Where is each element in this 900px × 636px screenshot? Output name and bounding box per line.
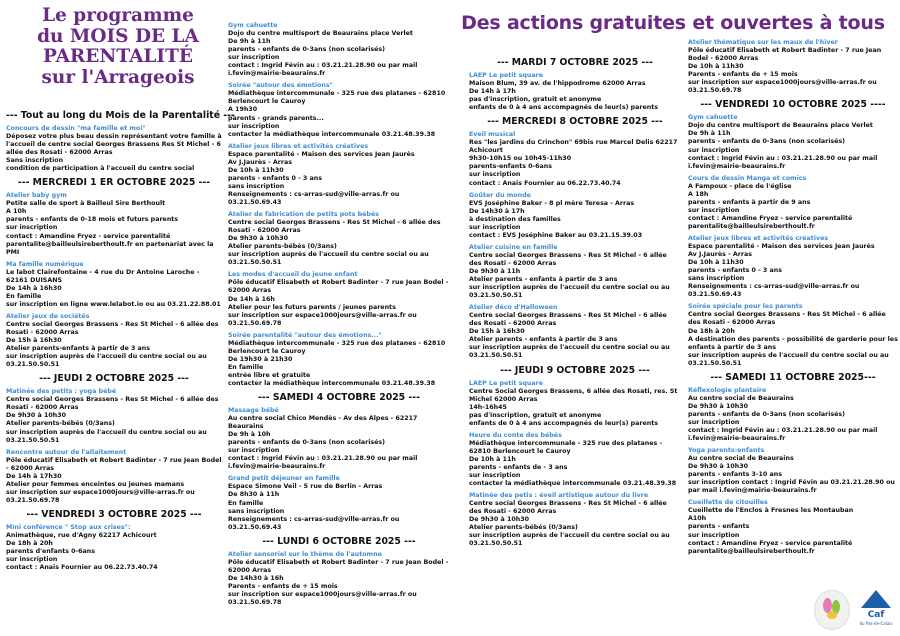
event-detail: De 14h à 16h [228,295,275,303]
event-detail: Déposez votre plus beau dessin représentant votre famille à l'accueil de centre social Georges Brassens Res St Michel - 6 allée des Rosati - 62000 Arras [6,133,222,157]
event-title: Atelier jeux libres et activités créatives [228,142,369,150]
event-detail: contacter la médiathèque intercommunale 03.21.48.39.38 [228,379,436,387]
event-detail: contact : Ingrid Févin au : 03.21.21.28.90 ou par mail i.fevin@mairie-beaurains.fr [228,455,418,471]
event-detail: parents - enfants de 0-3ans (non scolarisés) [228,46,386,54]
event-title: Rencontre autour de l'allaitement [6,448,127,456]
event-block [469,492,681,548]
title-line: sur l'Arrageois [41,66,195,88]
event-detail: A destination des parents - possibilité de garderie pour les enfants à partir de 3 ans [688,335,898,351]
event-detail: Centre social Georges Brassens - Res St Michel - 6 allée des Rosati - 62000 Arras [469,500,667,516]
event-detail: sur inscription [688,206,740,214]
event-detail: De 10h à 11h30 [688,259,744,267]
event-detail: sur inscription sur espace1000jours@ville-arras.fr ou 03.21.50.69.78 [228,311,417,327]
event-detail: sur inscription auprès de l'accueil du centre social ou au 03.21.50.50.51 [469,284,670,300]
event-detail: sur inscription en ligne www.lelabot.io ou au 03.21.22.88.01 [6,300,221,308]
event-block [6,261,222,309]
event-detail: sur inscription [6,556,58,564]
event-block [228,143,450,207]
caf-logo-caption: du Pas-de-Calais [859,621,893,626]
day-header: --- SAMEDI 11 OCTOBRE 2025--- [710,371,876,383]
event-detail: De 9h30 à 10h30 [688,402,748,410]
event-detail: parents - enfants à partir de 9 ans [688,198,811,206]
event-detail: sur inscription [469,223,521,231]
day-header: --- SAMEDI 4 OCTOBRE 2025 --- [258,392,420,404]
event-detail: contacter la médiathèque intercommunale 03.21.48.39.38 [469,480,677,488]
event-detail: EVS Joséphine Baker - 8 pl mère Teresa - Arras [469,199,635,207]
event-title: LAEP Le petit square [469,379,543,387]
event-block [6,449,222,505]
event-detail: sur inscription [228,122,280,130]
event-title: Atelier sensoriel sur le thème de l'automne [228,550,382,558]
event-detail: Atelier parents-bébés (0/3ans) [228,243,337,251]
event-detail: Centre social Georges Brassens - Res St Michel - 6 allée des Rosati - 62000 Arras [688,311,886,327]
event-detail: sur inscription [228,447,280,455]
event-title: Atelier cuisine en famille [469,243,558,251]
event-detail: De 10h à 11h [469,455,516,463]
event-detail: 9h30-10h15 ou 10h45-11h30 [469,155,572,163]
event-detail: Centre social Georges Brassens - Res St Michel - 6 allée des Rosati - 62000 Arras [6,320,219,337]
event-detail: Av J.Jaurès - Arras [688,251,752,259]
event-title: Atelier déco d'Halloween [469,304,558,312]
event-detail: Renseignements : cs-arras-sud@ville-arras.fr ou 03.21.50.69.43 [228,190,400,206]
event-detail: pas d'inscription, gratuit et anonyme [469,411,602,419]
event-title: Concours de dessin "ma famille et moi" [6,125,146,132]
day-header: --- JEUDI 9 OCTOBRE 2025 --- [500,364,650,376]
event-block [469,131,681,187]
event-detail: A10h [688,515,707,523]
event-title: Matinée des petits : yoga bébé [6,388,117,396]
event-block [688,499,898,555]
event-detail: Atelier pour les futurs parents / jeunes parents [228,303,396,311]
event-detail: sur inscription auprès de l'accueil du centre social ou au 03.21.50.50.51 [6,353,207,369]
event-detail: De 9h à 11h [228,38,271,46]
event-detail: parents - enfants de - 3 ans [469,463,568,471]
event-title: Cours de dessin Manga et comics [688,174,807,182]
event-detail: parents - enfants de 0-3ans (non scolarisés) [228,439,386,447]
event-detail: parents - enfants de 0-18 mois et futurs parents [6,216,179,224]
event-detail: Cueillette de l'Enclos à Fresnes les Montauban [688,507,854,515]
event-detail: parents - enfants 0 - 3 ans [228,174,322,182]
title-line: PARENTALITÉ [43,46,193,67]
event-detail: Petite salle de sport à Bailleul Sire Berthoult [6,200,166,208]
event-block [469,244,681,300]
event-block [6,192,222,256]
event-detail: sur inscription auprès de l'accueil du centre social ou au 03.21.50.50.51 [469,344,670,360]
title-line: du MOIS DE LA [37,25,199,47]
event-block [688,447,898,495]
day-header: --- JEUDI 2 OCTOBRE 2025 --- [39,373,189,385]
event-detail: De 18h à 20h [688,327,735,335]
event-detail: sur inscription auprès de l'accueil du centre social ou au 03.21.50.50.51 [688,351,889,367]
event-detail: En famille [6,292,42,300]
title-line: Le programme [42,5,194,26]
event-title: Soirée spéciale pour les parents [688,303,803,311]
event-detail: De 9h30 à 11h [469,267,521,275]
event-detail: A 18h [688,190,709,198]
schedule-column-1 [6,108,235,576]
event-title: Gym cahuette [228,22,278,29]
event-detail: condition de participation à l'accueil du centre social [6,165,195,173]
event-detail: Au centre social Chico Mendès - Av des Alpes - 62217 Beaurains [228,415,418,431]
day-header: --- MARDI 7 OCTOBRE 2025 --- [496,57,654,68]
event-title: Atelier baby gym [6,192,67,200]
event-detail: En famille [228,499,264,507]
event-detail: sur inscription auprès de l'accueil du centre social ou au 03.21.50.50.51 [469,532,670,548]
event-detail: parents - enfants [688,523,750,531]
caf-logo [858,588,894,630]
event-detail: sur inscription [688,531,740,539]
free-actions-title: Des actions gratuites et ouvertes à tous [461,12,885,34]
event-detail: De 18h à 20h [6,540,53,548]
day-header: --- MERCREDI 1 ER OCTOBRE 2025 --- [17,177,211,189]
event-detail: Atelier pour femmes enceintes ou jeunes mamans [6,480,185,488]
event-detail: A Fampoux - place de l'église [688,182,792,190]
event-block [469,304,681,360]
event-detail: Centre social Georges Brassens - Res St Michel - 6 allée des Rosati - 62000 Arras [469,312,667,328]
event-detail: Centre social Georges Brassens - Res St Michel - 6 allée des Rosati - 62000 Arras [469,251,667,267]
event-detail: Parents - enfants de + 15 mois [228,582,338,590]
event-block [688,235,898,299]
event-detail: parents - enfants de 0-3ans (non scolarisés) [688,410,846,418]
event-block [228,22,450,78]
event-detail: De 15h à 16h30 [469,328,525,336]
event-detail: Centre social Georges Brassens - Res St Michel - 6 allée des Rosati - 62000 Arras [228,219,441,235]
event-detail: Atelier parents - enfants à partir de 3 ans [469,336,618,344]
event-detail: sur inscription auprès de l'accueil du centre social ou au 03.21.50.50.51 [6,428,207,444]
event-detail: Médiathèque intercommunale - 325 rue des platanes - 62810 Berlencourt le Cauroy [469,439,663,455]
event-title: Soirée parentalité "autour des émotions..." [228,331,382,339]
day-header: --- MERCREDI 8 OCTOBRE 2025 --- [487,116,663,128]
event-detail: parents - grands parents... [228,114,324,122]
event-title: Atelier thématique sur les maux de l'hiver [688,39,838,46]
event-title: LAEP Le petit square [469,72,543,79]
event-detail: Sans inscription [6,157,64,165]
event-title: Matinée des petis : éveil artistique autour du livre [469,492,649,500]
event-detail: Espace parentalité - Maison des services Jean Jaurès [688,243,875,251]
event-detail: Le labot Clairefontaine - 4 rue du Dr Antoine Laroche - 62161 DUISANS [6,268,200,284]
event-detail: parents - enfants 3-10 ans [688,471,782,479]
event-block [228,82,450,138]
event-detail: contact : Anais Fournier au 06.22.73.40.74 [6,564,158,572]
event-detail: sur inscription [6,224,58,232]
event-detail: Atelier parents-bébés (0/3ans) [469,524,578,532]
event-block [6,125,222,173]
event-detail: sans inscription [228,182,285,190]
day-header: --- Tout au long du Mois de la Parentalité --- [6,110,235,121]
event-detail: sur inscription [688,418,740,426]
event-detail: De 9h30 à 10h30 [688,463,748,471]
event-detail: Atelier parents-bébés (0/3ans) [6,420,115,428]
event-block [469,432,681,488]
event-title: Grand petit déjeuner en famille [228,475,340,483]
event-detail: parents - enfants de 0-3ans (non scolarisés) [688,138,846,146]
event-detail: Au centre social de Beaurains [688,394,794,402]
event-block [469,192,681,240]
event-title: Eveil musical [469,131,516,139]
event-detail: enfants de 0 à 4 ans accompagnés de leur(s) parents [469,419,659,427]
event-detail: Centre Social Georges Brassens, 6 allée des Rosati, res. St Michel 62000 Arras [469,387,678,403]
partner-logo [814,590,850,630]
event-title: Massage bébé [228,407,279,415]
event-block [688,387,898,443]
event-detail: Atelier parents - enfants à partir de 3 ans [469,276,618,284]
event-title: Cueillette de citouilles [688,499,768,507]
event-block [228,271,450,327]
event-detail: contact : Amandine Fryez - service parentalité parentalite@bailleulsireberthoult.fr en partenariat avec la PMI [6,232,214,256]
event-block [688,39,898,95]
event-block [6,524,222,572]
event-block [228,211,450,267]
event-detail: Dojo du centre multisport de Beaurains place Verlet [688,122,873,130]
event-block [469,72,681,112]
event-title: Atelier jeux de sociétés [6,312,90,320]
event-title: Heure du conte des bébés [469,431,562,439]
event-detail: contact : EVS Joséphine Baker au 03.21.15.39.03 [469,231,643,239]
event-detail: Maison Blum, 39 av. de l'hippodrome 62000 Arras [469,80,646,88]
event-detail: 14h-16h45 [469,403,507,411]
event-detail: parents-enfants 0-6ans [469,163,553,171]
event-detail: Dojo du centre multisport de Beaurains place Verlet [228,30,413,38]
event-detail: Centre social Georges Brassens - Res St Michel - 6 allée des Rosati - 62000 Arras [6,396,219,412]
event-detail: De 14h30 à 16h [228,574,284,582]
event-detail: De 8h30 à 11h [228,491,280,499]
event-detail: Espace parentalité - Maison des services Jean Jaurès [228,150,415,158]
event-detail: parents - enfants 0 - 3 ans [688,267,782,275]
event-detail: contact : Amandine Fryez - service parentalité parentalite@bailleulsireberthoult.fr [688,539,853,555]
event-title: Atelier jeux libres et activités créatives [688,234,829,242]
event-block [6,313,222,369]
event-detail: Av J.Jaurès - Arras [228,158,292,166]
event-detail: De 9h30 à 10h30 [469,516,529,524]
partner-logos [812,586,898,632]
event-detail: A 10h [6,208,27,216]
event-title: Les modes d'accueil du jeune enfant [228,271,358,279]
event-detail: sur inscription [228,54,280,62]
event-detail: De 10h à 11h30 [688,63,744,71]
schedule-column-3 [469,55,681,552]
event-detail: Parents - enfants de + 15 mois [688,71,798,79]
event-detail: De 10h à 11h30 [228,166,284,174]
event-block [688,114,898,170]
program-title [4,6,232,88]
event-detail: contact : Ingrid Févin au : 03.21.21.28.90 ou par mail i.fevin@mairie-beaurains.fr [688,426,878,443]
event-detail: De 9h à 11h [688,130,731,138]
day-header: --- VENDREDI 3 OCTOBRE 2025 --- [26,508,202,520]
event-title: Gym cahuette [688,114,738,122]
event-detail: De 9h30 à 10h30 [6,412,66,420]
event-detail: sur inscription contact : Ingrid Févin au 03.21.21.28.90 ou par mail i.fevin@mairie-beaurains.fr [688,479,895,495]
event-block [228,551,450,607]
event-detail: De 15h à 16h30 [6,337,62,345]
event-detail: Au centre social de Beaurains [688,455,794,463]
event-detail: sur inscription [688,146,740,154]
event-detail: contact : Amandine Fryez - service parentalité parentalite@bailleulsireberthoult.fr [688,214,853,230]
event-block [688,175,898,231]
event-detail: sur inscription [469,472,521,480]
event-detail: entrée libre et gratuite [228,371,311,379]
event-detail: Pôle éducatif Elisabeth et Robert Badinter - 7 rue Jean Bodel - 62000 Arras [6,456,222,472]
event-detail: A 19h30 [228,106,258,114]
event-detail: De 9h30 à 10h30 [228,235,288,243]
event-detail: contact : Ingrid Févin au : 03.21.21.28.90 ou par mail i.fevin@mairie-beaurains.fr [228,62,418,78]
event-block [228,407,450,471]
event-detail: Pôle éducatif Elisabeth et Robert Badinter - 7 rue Jean Bodel - 62000 Arras [688,47,882,63]
event-detail: parents d'enfants 0-6ans [6,548,96,556]
event-detail: sur inscription auprès de l'accueil du centre social ou au 03.21.50.50.51 [228,251,429,267]
event-detail: Renseignements : cs-arras-sud@ville-arras.fr ou 03.21.50.69.43 [228,515,400,531]
schedule-column-4 [688,39,898,560]
event-detail: Animathèque, rue d'Agny 62217 Achicourt [6,531,157,539]
event-detail: Pôle éducatif Elisabeth et Robert Badinter - 7 rue Jean Bodel - 62000 Arras [228,279,449,295]
event-block [228,475,450,531]
caf-logo-text: Caf [867,610,885,620]
day-header: --- LUNDI 6 OCTOBRE 2025 --- [262,535,416,547]
event-detail: De 14h à 17h [469,88,516,96]
event-detail: contact : Anais Fournier au 06.22.73.40.74 [469,179,621,187]
event-title: Soirée "autour des émotions" [228,82,333,90]
event-detail: à destination des familles [469,215,561,223]
event-detail: De 14h à 17h30 [6,472,62,480]
event-detail: sur inscription sur espace1000jours@ville-arras.fr ou 03.21.50.69.78 [228,590,417,606]
event-block [6,388,222,444]
event-detail: sur inscription sur espace1000jours@ville-arras.fr ou 03.21.50.69.78 [6,488,195,504]
event-block [228,332,450,388]
day-header: --- VENDREDI 10 OCTOBRE 2025 ---- [700,99,886,111]
event-detail: contacter la médiathèque intercommunale 03.21.48.39.38 [228,130,436,138]
schedule-column-2 [228,22,450,611]
event-detail: sans inscription [688,275,745,283]
event-detail: De 9h à 10h [228,431,271,439]
event-detail: Pôle éducatif Elisabeth et Robert Badinter - 7 rue Jean Bodel - 62000 Arras [228,558,449,574]
event-block [469,380,681,428]
event-title: Mini conférence " Stop aux crises": [6,523,131,531]
event-title: Réflexologie plantaire [688,386,767,394]
event-title: Atelier de fabrication de petits pots bébés [228,211,379,219]
event-detail: contact : Ingrid Févin au : 03.21.21.28.90 ou par mail i.fevin@mairie-beaurains.fr [688,154,878,170]
event-detail: enfants de 0 à 4 ans accompagnés de leur(s) parents [469,104,659,112]
event-detail: sur inscription sur espace1000jours@ville-arras.fr ou 03.21.50.69.78 [688,79,877,95]
event-title: Yoga parents-enfants [688,447,765,455]
event-detail: Atelier parents-enfants à partir de 3 ans [6,345,150,353]
event-detail: De 14h à 16h30 [6,284,62,292]
event-detail: Renseignements : cs-arras-sud@ville-arras.fr ou 03.21.50.69.43 [688,283,860,299]
event-detail: sans inscription [228,507,285,515]
event-block [688,303,898,367]
event-title: Ma famille numérique [6,260,84,268]
event-detail: De 19h30 à 21h30 [228,355,293,363]
event-detail: De 14h30 à 17h [469,207,525,215]
event-detail: sur inscription [469,171,521,179]
event-detail: Médiathèque intercommunale - 325 rue des platanes - 62810 Berlencourt le Cauroy [228,90,446,106]
event-detail: Res "les jardins du Crinchon" 69bis rue Marcel Delis 62217 Achicourt [469,139,678,155]
event-detail: En famille [228,363,264,371]
event-title: Goûter du monde [469,191,531,199]
event-detail: pas d'inscription, gratuit et anonyme [469,96,602,104]
event-detail: Espace Simone Veil - 5 rue de Berlin - Arras [228,483,383,491]
event-detail: Médiathèque intercommunale - 325 rue des platanes - 62810 Berlencourt le Cauroy [228,339,446,355]
